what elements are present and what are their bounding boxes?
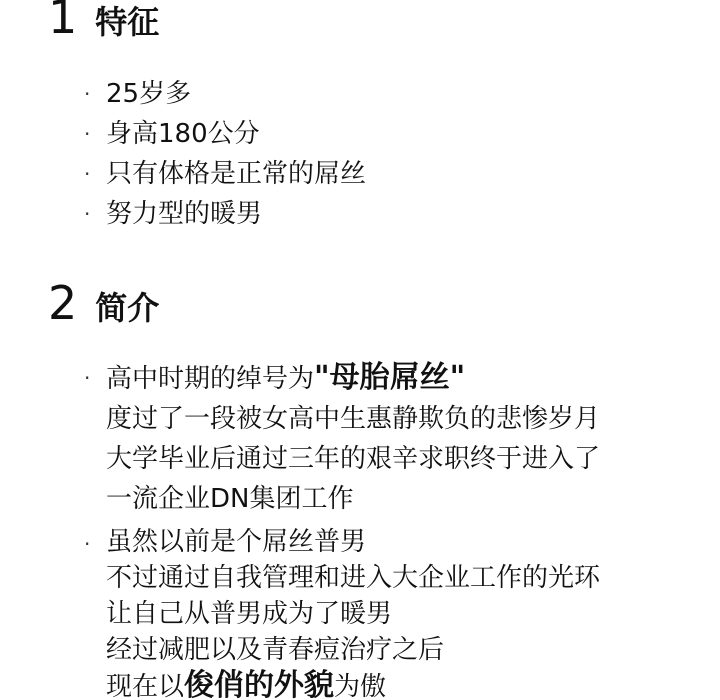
list-item: [84, 74, 366, 114]
section-2-number: 2: [48, 276, 78, 330]
para2-line2: 不过通过自我管理和进入大企业工作的光环: [106, 563, 601, 593]
trait-height: 身高180公分: [106, 119, 260, 149]
para1-line1-prefix: 高中时期的绰号为: [106, 364, 315, 394]
para2-line5-prefix: 现在以: [106, 672, 185, 700]
list-item: [84, 154, 366, 194]
para2-line5: [106, 668, 600, 700]
bullet-dot: ·: [84, 122, 91, 146]
intro-paragraph-2: [84, 524, 600, 700]
bullet-dot: ·: [84, 202, 91, 226]
nickname-quote: "母胎屌丝": [314, 360, 466, 395]
para2-line1: 虽然以前是个屌丝普男: [106, 527, 367, 557]
list-item: [84, 114, 366, 154]
para2-line5-suffix: 为傲: [334, 672, 387, 700]
para1-line4: 一流企业DN集团工作: [106, 484, 354, 514]
bullet-dot: ·: [84, 366, 91, 390]
para2-line3: 让自己从普男成为了暖男: [106, 599, 393, 629]
para1-line1: [106, 358, 600, 399]
trait-physique: 只有体格是正常的屌丝: [106, 159, 367, 189]
para1-line3: 大学毕业后通过三年的艰辛求职终于进入了: [106, 444, 601, 474]
handsome-emphasis: 俊俏: [184, 668, 245, 700]
bullet-dot: ·: [84, 82, 91, 106]
intro-paragraph-1: [84, 358, 600, 519]
trait-age: 25岁多: [106, 79, 192, 109]
section-2-title: 简介: [95, 289, 160, 327]
traits-list: [84, 74, 366, 234]
list-item: [84, 194, 366, 234]
para1-line2: 度过了一段被女高中生惠静欺负的悲惨岁月: [106, 404, 601, 434]
section-1-number: 1: [48, 0, 78, 44]
section-1-title: 特征: [95, 3, 160, 41]
trait-personality: 努力型的暖男: [106, 199, 263, 229]
bullet-dot: ·: [84, 532, 91, 556]
appearance-emphasis: 外貌: [274, 668, 335, 700]
para2-line4: 经过减肥以及青春痘治疗之后: [106, 635, 445, 665]
section-1-heading: [48, 0, 160, 44]
para2-line5-mid: 的: [244, 668, 275, 700]
section-2-heading: [48, 276, 160, 330]
bullet-dot: ·: [84, 162, 91, 186]
